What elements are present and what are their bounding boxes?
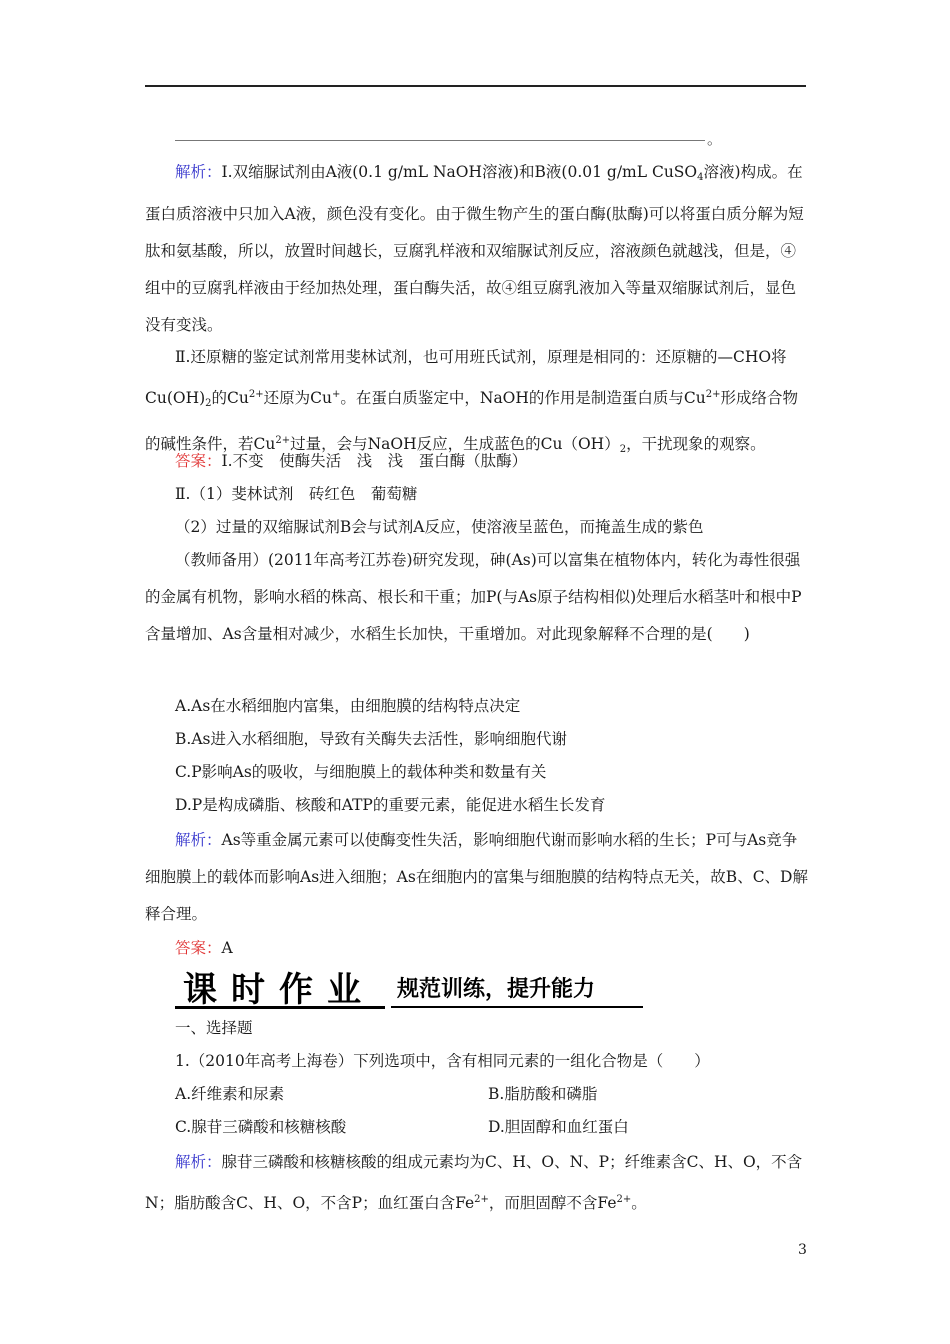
answer-label: 答案： (175, 452, 222, 470)
q1-option-d: D.胆固醇和血红蛋白 (488, 1118, 629, 1136)
answer-line-3: （2）过量的双缩脲试剂B会与试剂A反应，使溶液呈蓝色，而掩盖生成的紫色 (175, 518, 704, 536)
page-number: 3 (798, 1242, 807, 1258)
question-option-b: B.As进入水稻细胞，导致有关酶失去活性，影响细胞代谢 (175, 730, 567, 748)
analysis-label: 解析： (175, 163, 222, 181)
analysis-paragraph-2: Ⅱ.还原糖的鉴定试剂常用斐林试剂，也可用班氏试剂，原理是相同的：还原糖的—CHO将$Cu(OH)_2$的$Cu^{2+}$还原为Cu+。在蛋白质鉴定中，NaOH的作用是制造蛋白质与$Cu^{2+}$形成络合物的碱性条件，若$Cu^{2+}$过量，会与NaOH反应，生成蓝色的$Cu(OH)_2$，干扰现象的观察。 (145, 348, 799, 455)
q1-analysis: 解析：腺苷三磷酸和核糖核酸的组成元素均为C、H、O、N、P；纤维素含C、H、O，不含N；脂肪酸含C、H、O，不含P；血红蛋白含$Fe^{2+}$，而胆固醇不含$Fe^{2+}$。 (145, 1153, 803, 1212)
banner-slogan-underline (391, 1006, 643, 1008)
answer-blank-line (175, 128, 722, 149)
banner-slogan: 规范训练，提升能力 (397, 976, 596, 1002)
question-1-stem: 1.（2010年高考上海卷）下列选项中，含有相同元素的一组化合物是（ ） (175, 1052, 710, 1070)
question-stem: （教师备用）(2011年高考江苏卷)研究发现，砷(As)可以富集在植物体内，转化为毒性很强的金属有机物，影响水稻的株高、根长和干重；加P(与As原子结构相似)处理后水稻茎叶和根中P含量增加、As含量相对减少，水稻生长加快，干重增加。对此现象解释不合理的是( ) (145, 551, 802, 643)
answer-line-1: 答案：Ⅰ.不变 使酶失活 浅 浅 蛋白酶（肽酶） (175, 452, 528, 470)
blank-underline (175, 140, 705, 141)
banner-title-underline (175, 1006, 385, 1009)
section-heading: 一、选择题 (175, 1019, 253, 1037)
question-option-a: A.As在水稻细胞内富集，由细胞膜的结构特点决定 (175, 697, 521, 715)
blank-end-mark: 。 (707, 130, 723, 148)
answer-line-2: Ⅱ.（1）斐林试剂 砖红色 葡萄糖 (175, 485, 418, 503)
question-analysis: 解析：As等重金属元素可以使酶变性失活，影响细胞代谢而影响水稻的生长；P可与As竞争细胞膜上的载体而影响As进入细胞；As在细胞内的富集与细胞膜的结构特点无关，故B、C、D解释合理。 (145, 831, 808, 923)
question-option-d: D.P是构成磷脂、核酸和ATP的重要元素，能促进水稻生长发育 (175, 796, 606, 814)
homework-banner (175, 968, 643, 1008)
q1-option-b: B.脂肪酸和磷脂 (488, 1085, 598, 1103)
header-rule (145, 85, 806, 87)
question-answer: 答案：A (175, 939, 233, 957)
q1-option-c: C.腺苷三磷酸和核糖核酸 (175, 1118, 347, 1136)
banner-title: 课时作业 (183, 970, 375, 1010)
q1-option-a: A.纤维素和尿素 (175, 1085, 285, 1103)
analysis-paragraph-1: 解析：Ⅰ.双缩脲试剂由A液(0.1 g/mL NaOH溶液)和B液(0.01 g/mL CuSO$_4$溶液)构成。在蛋白质溶液中只加入A液，颜色没有变化。由于微生物产生的蛋白酶(肽酶)可以将蛋白质分解为短肽和氨基酸，所以，放置时间越长，豆腐乳样液和双缩脲试剂反应，溶液颜色就越浅，但是，④组中的豆腐乳样液由于经加热处理，蛋白酶失活，故④组豆腐乳液加入等量双缩脲试剂后，显色没有变浅。 (145, 163, 804, 334)
question-option-c: C.P影响As的吸收，与细胞膜上的载体种类和数量有关 (175, 763, 547, 781)
